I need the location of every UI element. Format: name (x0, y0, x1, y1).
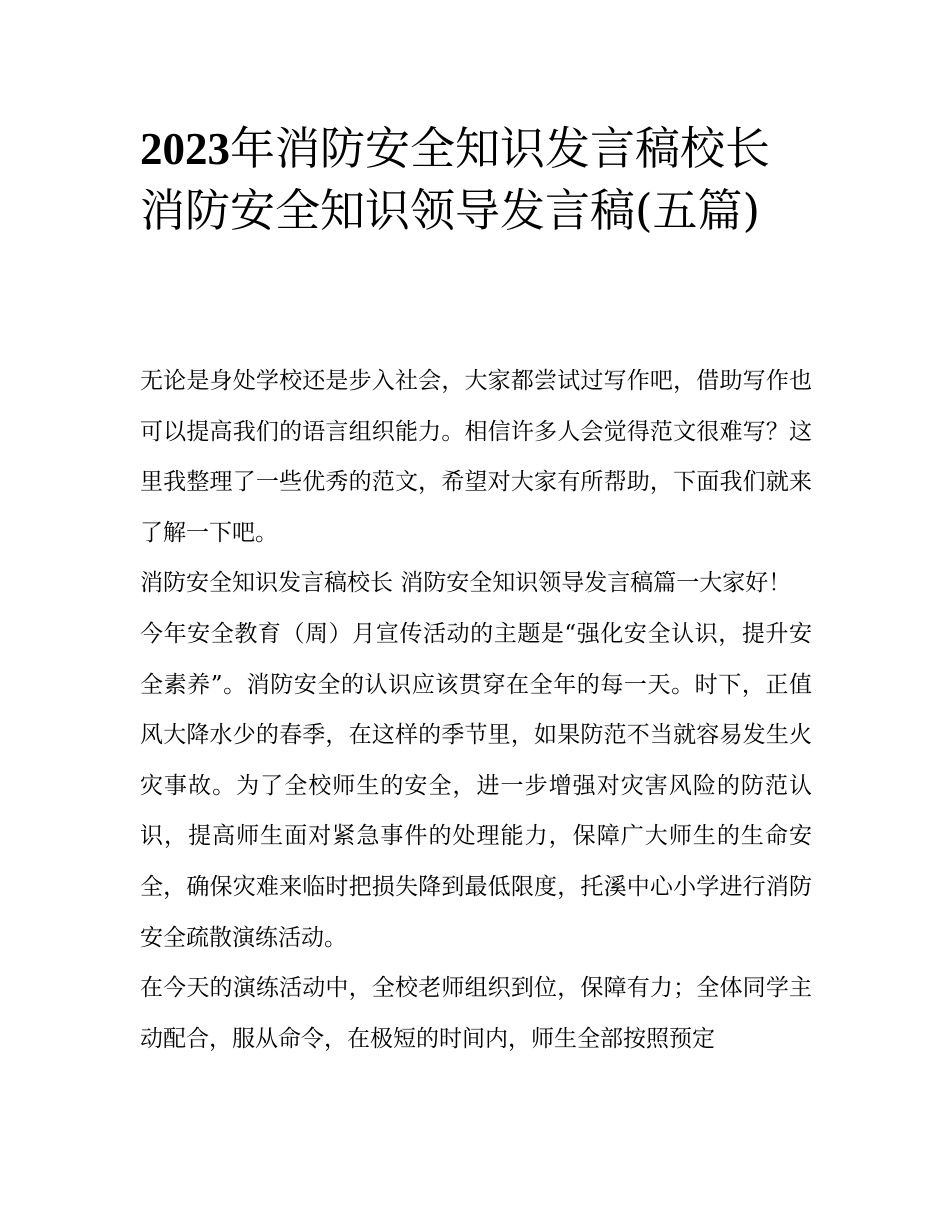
paragraph-drill: 在今天的演练活动中，全校老师组织到位，保障有力；全体同学主动配合，服从命令，在极短的时间内，师生全部按照预定 (140, 975, 812, 1052)
document-title (140, 118, 820, 241)
title-text: 年消防安全知识发言稿校长 消防安全知识领导发言稿(五篇) (140, 122, 771, 237)
paragraph-theme: 今年安全教育（周）月宣传活动的主题是“强化安全认识，提升安全素养”。消防安全的认识应该贯穿在全年的每一天。时下，正值风大降水少的春季，在这样的季节里，如果防范不当就容易发生火灾事故。为了全校师生的安全，进一步增强对灾害风险的防范认识，提高师生面对紧急事件的处理能力，保障广大师生的生命安全，确保灾难来临时把损失降到最低限度，托溪中心小学进行消防安全疏散演练活动。 (140, 620, 812, 951)
paragraph-intro: 无论是身处学校还是步入社会，大家都尝试过写作吧，借助写作也可以提高我们的语言组织能力。相信许多人会觉得范文很难写？这里我整理了一些优秀的范文，希望对大家有所帮助，下面我们就来了解一下吧。 (140, 368, 812, 546)
title-year: 2023 (140, 124, 230, 174)
document-body (140, 356, 812, 1064)
paragraph-heading: 消防安全知识发言稿校长 消防安全知识领导发言稿篇一大家好！ (140, 570, 792, 597)
